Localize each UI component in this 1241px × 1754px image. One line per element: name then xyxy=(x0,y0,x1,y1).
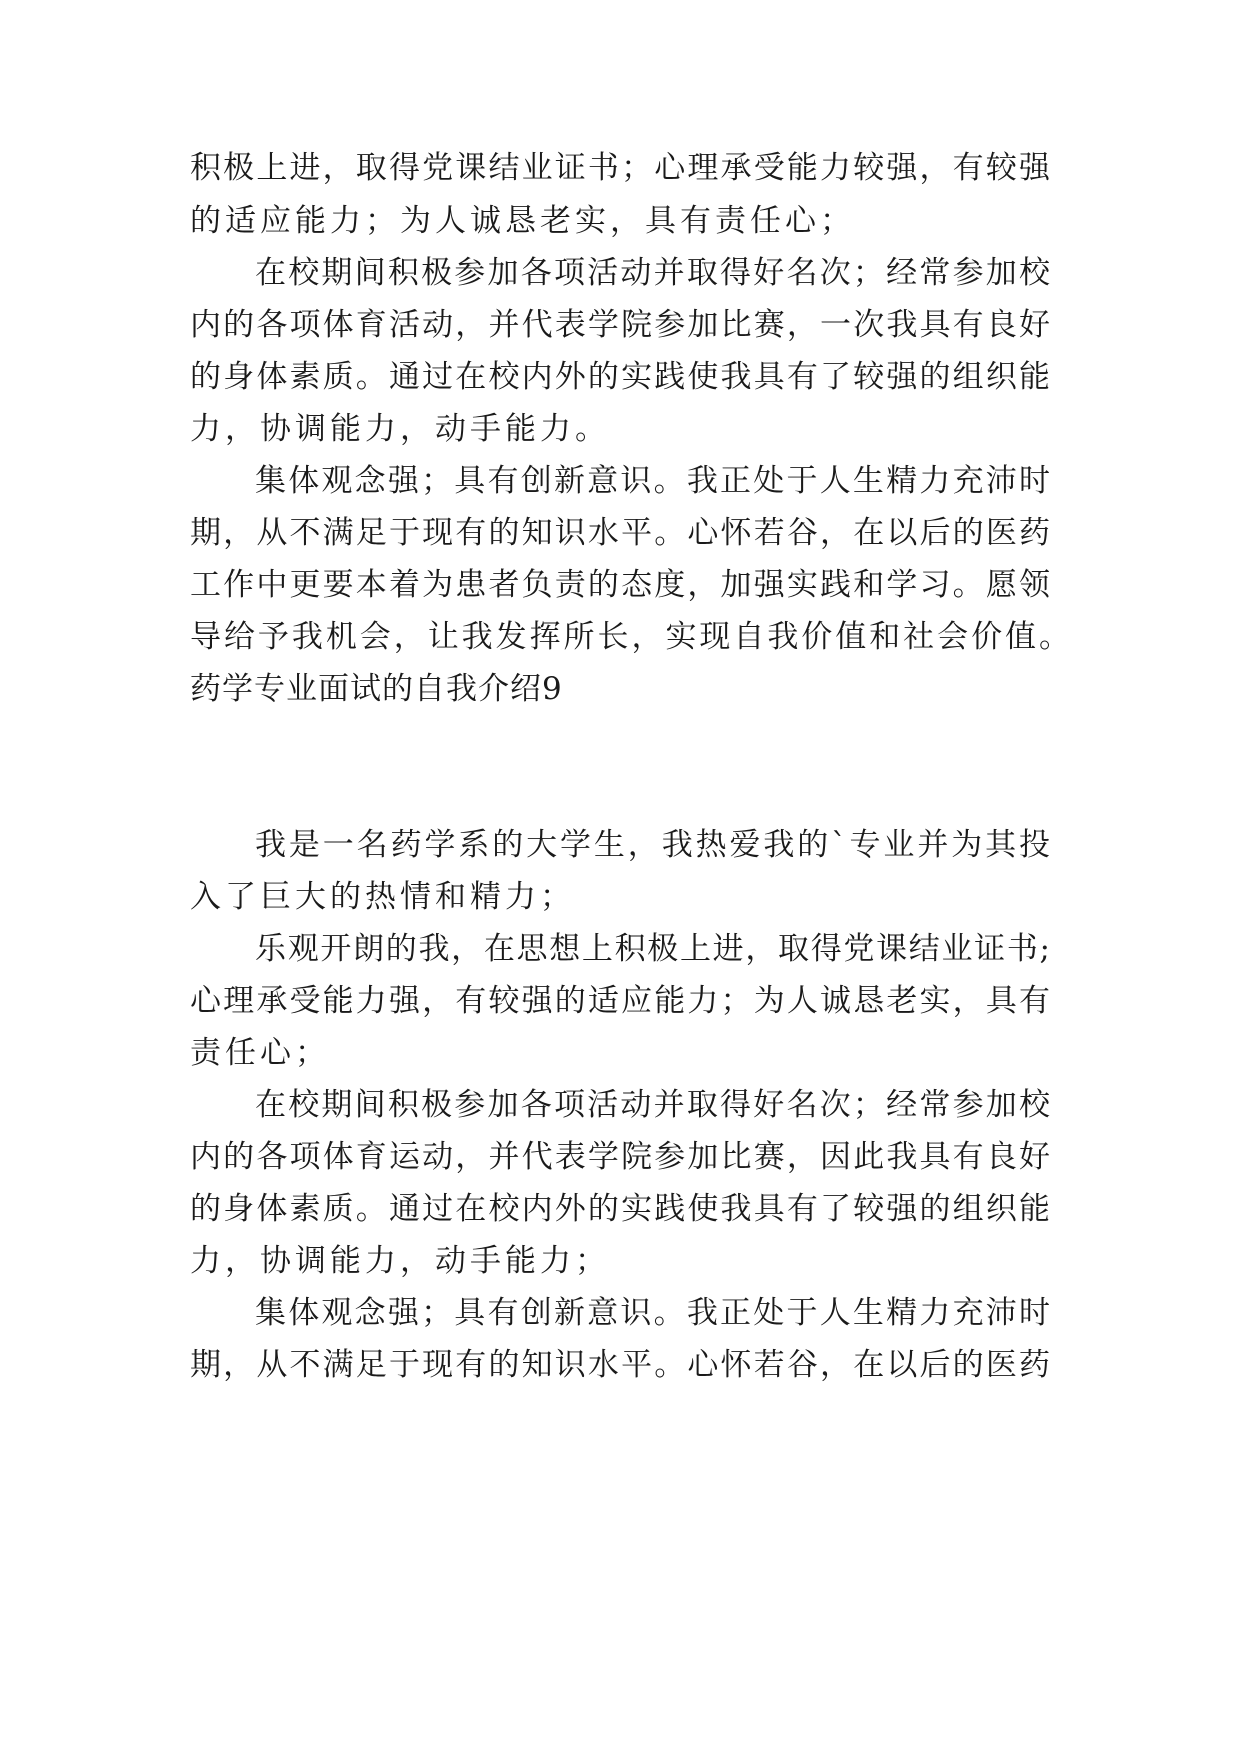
text-line: 导给予我机会，让我发挥所长，实现自我价值和社会价值。 xyxy=(190,619,1070,655)
section-heading: 药学专业面试的自我介绍9 xyxy=(190,671,563,707)
text-line: 力，协调能力，动手能力。 xyxy=(190,411,610,447)
text-line: 在校期间积极参加各项活动并取得好名次；经常参加校 xyxy=(255,1087,1050,1123)
text-line: 在校期间积极参加各项活动并取得好名次；经常参加校 xyxy=(255,255,1050,291)
text-line: 我是一名药学系的大学生，我热爱我的`专业并为其投 xyxy=(255,827,1050,863)
text-line: 集体观念强；具有创新意识。我正处于人生精力充沛时 xyxy=(255,1295,1050,1331)
text-line: 期，从不满足于现有的知识水平。心怀若谷，在以后的医药 xyxy=(190,515,1050,551)
text-line: 责任心； xyxy=(190,1035,330,1071)
text-line: 入了巨大的热情和精力； xyxy=(190,879,575,915)
text-line: 内的各项体育运动，并代表学院参加比赛，因此我具有良好 xyxy=(190,1139,1050,1175)
text-line: 力，协调能力，动手能力； xyxy=(190,1243,610,1279)
text-line: 乐观开朗的我，在思想上积极上进，取得党课结业证书; xyxy=(255,931,1050,967)
text-line: 的适应能力；为人诚恳老实，具有责任心； xyxy=(190,203,855,239)
text-line: 心理承受能力强，有较强的适应能力；为人诚恳老实，具有 xyxy=(190,983,1050,1019)
text-line: 的身体素质。通过在校内外的实践使我具有了较强的组织能 xyxy=(190,359,1050,395)
text-line: 的身体素质。通过在校内外的实践使我具有了较强的组织能 xyxy=(190,1191,1050,1227)
text-line: 工作中更要本着为患者负责的态度，加强实践和学习。愿领 xyxy=(190,567,1050,603)
text-line: 积极上进，取得党课结业证书；心理承受能力较强，有较强 xyxy=(190,150,1050,186)
text-line: 期，从不满足于现有的知识水平。心怀若谷，在以后的医药 xyxy=(190,1347,1050,1383)
text-line: 集体观念强；具有创新意识。我正处于人生精力充沛时 xyxy=(255,463,1050,499)
text-line: 内的各项体育活动，并代表学院参加比赛，一次我具有良好 xyxy=(190,307,1050,343)
